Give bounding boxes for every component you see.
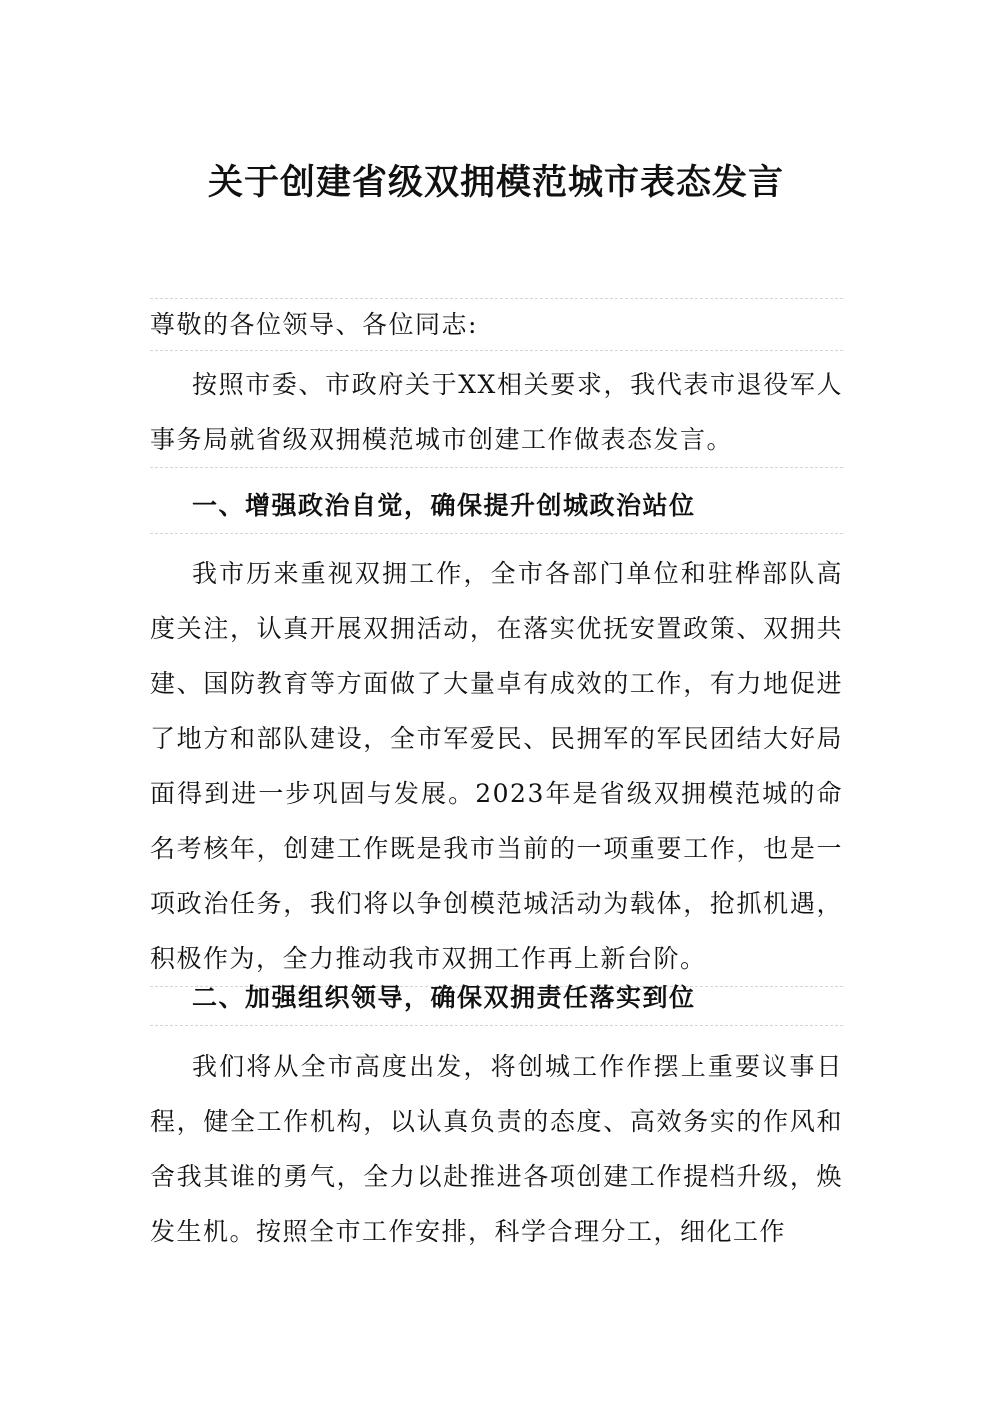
salutation: 尊敬的各位领导、各位同志: bbox=[150, 298, 843, 351]
section-paragraph-2: 我们将从全市高度出发，将创城工作作摆上重要议事日程，健全工作机构，以认真负责的态度、高效务实的作风和舍我其谁的勇气，全力以赴推进各项创建工作提档升级，焕发生机。按照全市工作安排，科学合理分工，细化工作 bbox=[150, 1052, 843, 1246]
section-heading-2: 二、加强组织领导，确保双拥责任落实到位 bbox=[150, 970, 843, 1026]
section-paragraph-1: 我市历来重视双拥工作，全市各部门单位和驻桦部队高度关注，认真开展双拥活动，在落实优抚安置政策、双拥共建、国防教育等方面做了大量卓有成效的工作，有力地促进了地方和部队建设，全市军爱民、民拥军的军民团结大好局面得到进一步巩固与发展。2023年是省级双拥模范城的命名考核年，创建工作既是我市当前的一项重要工作，也是一项政治任务，我们将以争创模范城活动为载体，抢抓机遇，积极作为，全力推动我市双拥工作再上新台阶。 bbox=[150, 546, 843, 987]
intro-paragraph: 按照市委、市政府关于XX相关要求，我代表市退役军人事务局就省级双拥模范城市创建工作做表态发言。 bbox=[150, 357, 843, 468]
document-title: 关于创建省级双拥模范城市表态发言 bbox=[207, 162, 784, 203]
section-heading-1: 一、增强政治自觉，确保提升创城政治站位 bbox=[150, 478, 843, 534]
